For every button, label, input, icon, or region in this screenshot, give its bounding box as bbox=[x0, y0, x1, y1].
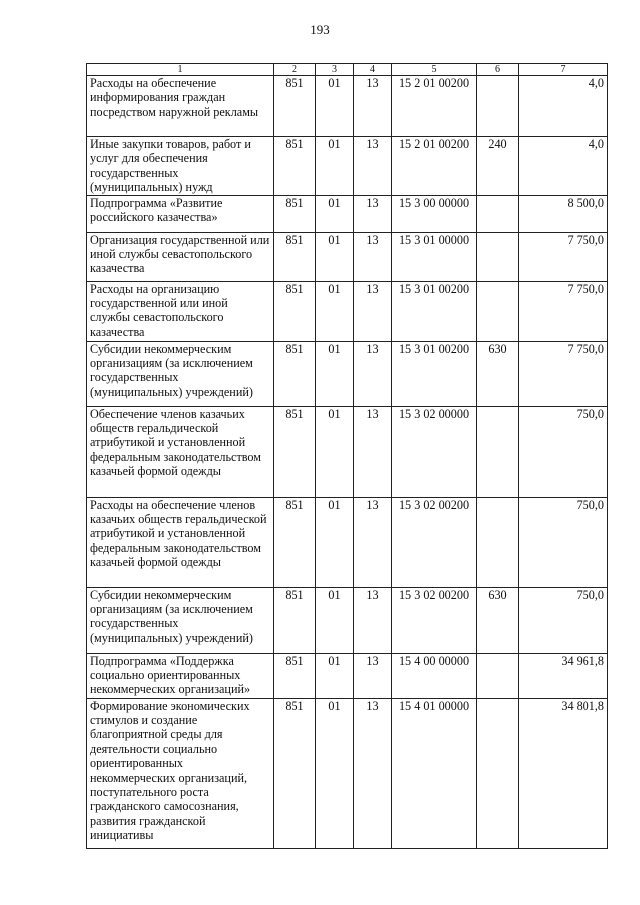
amount: 4,0 bbox=[519, 76, 608, 137]
subsection-code: 13 bbox=[354, 137, 392, 196]
column-number: 4 bbox=[354, 64, 392, 76]
amount: 7 750,0 bbox=[519, 341, 608, 406]
row-name: Расходы на обеспечение членов казачьих обществ геральдической атрибутикой и установленной федеральным законодательством казачьей формой одежды bbox=[87, 497, 274, 587]
section-code: 01 bbox=[316, 137, 354, 196]
row-name: Подпрограмма «Развитие российского казачества» bbox=[87, 195, 274, 232]
expense-type-code: 630 bbox=[477, 341, 519, 406]
row-name: Иные закупки товаров, работ и услуг для обеспечения государственных (муниципальных) нужд bbox=[87, 137, 274, 196]
row-name: Расходы на обеспечение информирования граждан посредством наружной рекламы bbox=[87, 76, 274, 137]
amount: 34 961,8 bbox=[519, 653, 608, 698]
target-article-code: 15 3 01 00000 bbox=[392, 232, 477, 281]
table-row bbox=[87, 587, 608, 653]
table-row bbox=[87, 137, 608, 196]
row-name: Расходы на организацию государственной или иной службы севастопольского казачества bbox=[87, 281, 274, 341]
section-code: 01 bbox=[316, 76, 354, 137]
expense-type-code bbox=[477, 653, 519, 698]
subsection-code: 13 bbox=[354, 406, 392, 497]
table-row bbox=[87, 195, 608, 232]
expense-type-code: 240 bbox=[477, 137, 519, 196]
section-code: 01 bbox=[316, 195, 354, 232]
subsection-code: 13 bbox=[354, 341, 392, 406]
expense-type-code bbox=[477, 195, 519, 232]
target-article-code: 15 3 02 00200 bbox=[392, 497, 477, 587]
amount: 7 750,0 bbox=[519, 232, 608, 281]
section-code: 01 bbox=[316, 232, 354, 281]
ministry-code: 851 bbox=[274, 698, 316, 848]
column-number: 6 bbox=[477, 64, 519, 76]
target-article-code: 15 3 02 00000 bbox=[392, 406, 477, 497]
amount: 750,0 bbox=[519, 497, 608, 587]
ministry-code: 851 bbox=[274, 587, 316, 653]
subsection-code: 13 bbox=[354, 76, 392, 137]
target-article-code: 15 3 01 00200 bbox=[392, 341, 477, 406]
expense-type-code bbox=[477, 76, 519, 137]
target-article-code: 15 2 01 00200 bbox=[392, 76, 477, 137]
expense-type-code bbox=[477, 497, 519, 587]
target-article-code: 15 2 01 00200 bbox=[392, 137, 477, 196]
column-number: 7 bbox=[519, 64, 608, 76]
column-number: 5 bbox=[392, 64, 477, 76]
amount: 750,0 bbox=[519, 406, 608, 497]
amount: 34 801,8 bbox=[519, 698, 608, 848]
target-article-code: 15 3 01 00200 bbox=[392, 281, 477, 341]
section-code: 01 bbox=[316, 406, 354, 497]
amount: 8 500,0 bbox=[519, 195, 608, 232]
section-code: 01 bbox=[316, 281, 354, 341]
table-row bbox=[87, 341, 608, 406]
section-code: 01 bbox=[316, 653, 354, 698]
expense-type-code: 630 bbox=[477, 587, 519, 653]
ministry-code: 851 bbox=[274, 341, 316, 406]
row-name: Подпрограмма «Поддержка социально ориентированных некоммерческих организаций» bbox=[87, 653, 274, 698]
subsection-code: 13 bbox=[354, 653, 392, 698]
subsection-code: 13 bbox=[354, 587, 392, 653]
budget-table bbox=[86, 63, 608, 849]
ministry-code: 851 bbox=[274, 281, 316, 341]
row-name: Формирование экономических стимулов и создание благоприятной среды для деятельности социально ориентированных некоммерческих организаций, поступательного роста гражданского самосознания, развития гражданской инициативы bbox=[87, 698, 274, 848]
column-number: 3 bbox=[316, 64, 354, 76]
target-article-code: 15 4 01 00000 bbox=[392, 698, 477, 848]
row-name: Субсидии некоммерческим организациям (за исключением государственных (муниципальных) учреждений) bbox=[87, 587, 274, 653]
ministry-code: 851 bbox=[274, 137, 316, 196]
subsection-code: 13 bbox=[354, 698, 392, 848]
table-row bbox=[87, 698, 608, 848]
target-article-code: 15 4 00 00000 bbox=[392, 653, 477, 698]
column-number-row bbox=[87, 64, 608, 76]
subsection-code: 13 bbox=[354, 232, 392, 281]
table-row bbox=[87, 232, 608, 281]
ministry-code: 851 bbox=[274, 653, 316, 698]
table-row bbox=[87, 653, 608, 698]
ministry-code: 851 bbox=[274, 76, 316, 137]
amount: 7 750,0 bbox=[519, 281, 608, 341]
expense-type-code bbox=[477, 406, 519, 497]
amount: 4,0 bbox=[519, 137, 608, 196]
subsection-code: 13 bbox=[354, 497, 392, 587]
expense-type-code bbox=[477, 698, 519, 848]
section-code: 01 bbox=[316, 698, 354, 848]
page-number: 193 bbox=[310, 22, 330, 37]
subsection-code: 13 bbox=[354, 281, 392, 341]
section-code: 01 bbox=[316, 341, 354, 406]
table-row bbox=[87, 76, 608, 137]
ministry-code: 851 bbox=[274, 497, 316, 587]
amount: 750,0 bbox=[519, 587, 608, 653]
table-row bbox=[87, 281, 608, 341]
ministry-code: 851 bbox=[274, 406, 316, 497]
subsection-code: 13 bbox=[354, 195, 392, 232]
column-number: 1 bbox=[87, 64, 274, 76]
row-name: Организация государственной или иной службы севастопольского казачества bbox=[87, 232, 274, 281]
column-number: 2 bbox=[274, 64, 316, 76]
target-article-code: 15 3 00 00000 bbox=[392, 195, 477, 232]
expense-type-code bbox=[477, 232, 519, 281]
row-name: Субсидии некоммерческим организациям (за исключением государственных (муниципальных) учреждений) bbox=[87, 341, 274, 406]
section-code: 01 bbox=[316, 497, 354, 587]
ministry-code: 851 bbox=[274, 195, 316, 232]
table-row bbox=[87, 497, 608, 587]
target-article-code: 15 3 02 00200 bbox=[392, 587, 477, 653]
section-code: 01 bbox=[316, 587, 354, 653]
row-name: Обеспечение членов казачьих обществ геральдической атрибутикой и установленной федеральным законодательством казачьей формой одежды bbox=[87, 406, 274, 497]
expense-type-code bbox=[477, 281, 519, 341]
ministry-code: 851 bbox=[274, 232, 316, 281]
table-row bbox=[87, 406, 608, 497]
